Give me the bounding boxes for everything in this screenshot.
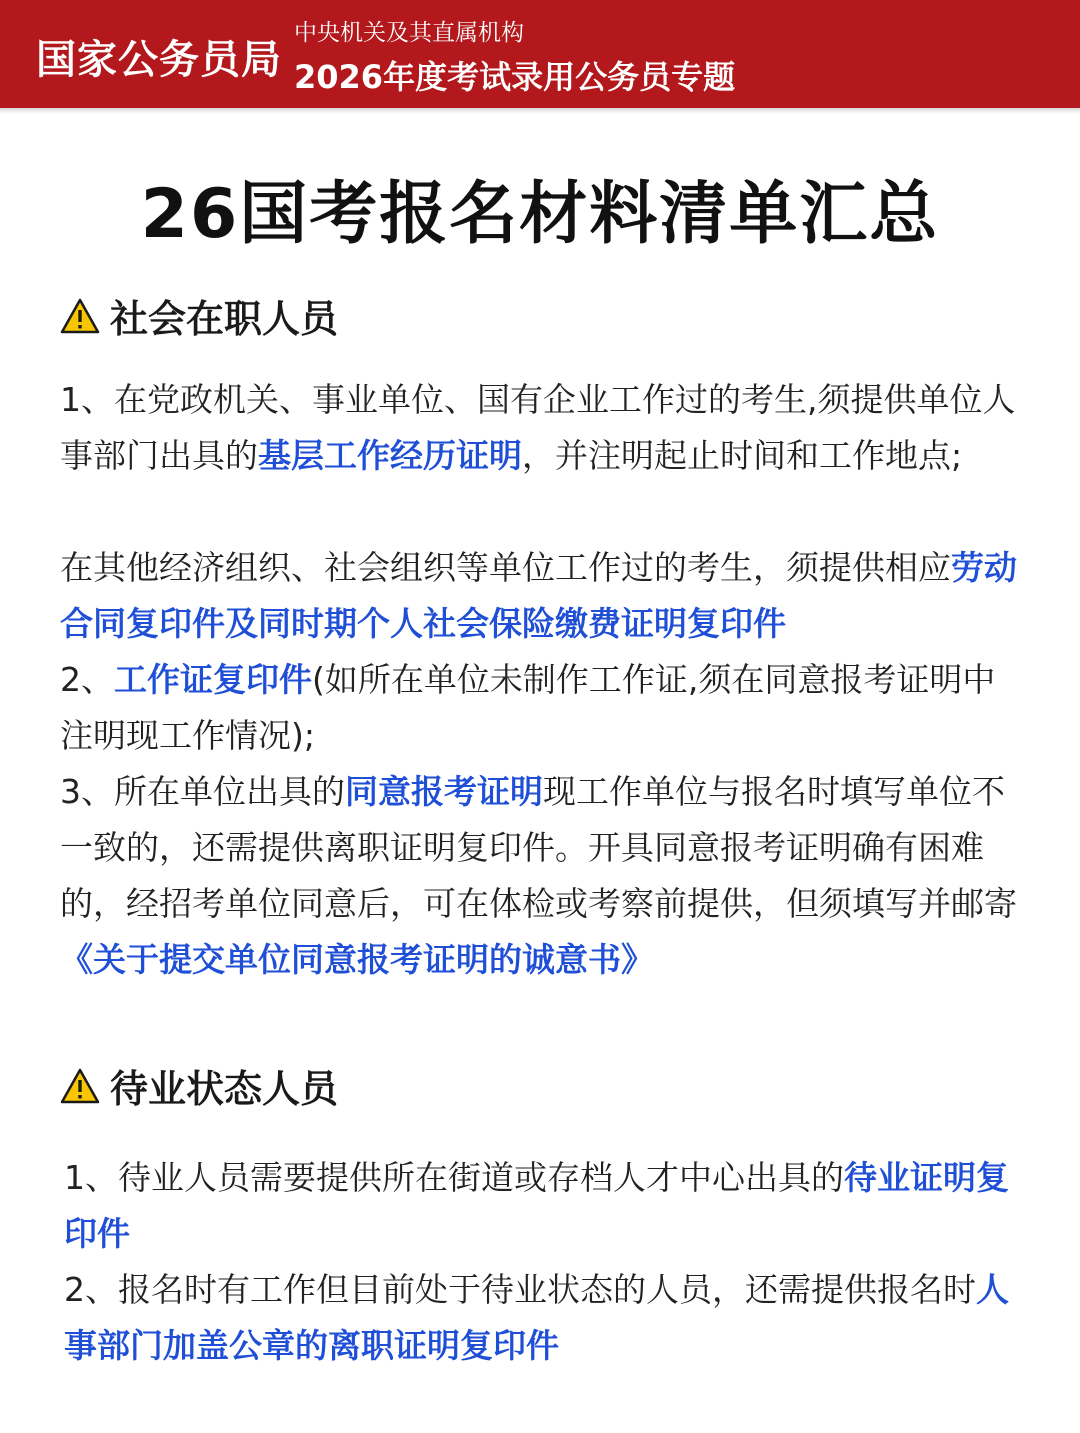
paragraph-employed-2	[60, 540, 1020, 652]
section-heading-unemployed	[60, 1058, 338, 1113]
warning-icon	[60, 298, 100, 334]
warning-icon	[60, 1068, 100, 1104]
page-title: 26国考报名材料清单汇总	[140, 175, 940, 254]
paragraph-employed-3	[60, 652, 1020, 764]
highlight-segment: 《关于提交单位同意报考证明的诚意书》	[60, 940, 654, 979]
highlight-segment: 人事部门加盖公章的离职证明复印件	[64, 1270, 1009, 1365]
text-segment: 2、报名时有工作但目前处于待业状态的人员，还需提供报名时	[64, 1270, 976, 1309]
text-segment: 3、所在单位出具的	[60, 772, 345, 811]
highlight-segment: 同意报考证明	[345, 772, 543, 811]
banner-subtitle-top: 中央机关及其直属机构	[294, 20, 524, 46]
section-title: 社会在职人员	[110, 297, 339, 341]
text-segment: 现工作单位与报名时填写单位不一致的，还需提供离职证明复印件。开具同意报考证明确有困难的，经招考单位同意后，可在体检或考察前提供，但须填写并邮寄	[60, 772, 1017, 923]
section-title: 待业状态人员	[110, 1067, 339, 1111]
highlight-segment: 劳动合同复印件及同时期个人社会保险缴费证明复印件	[60, 548, 1017, 643]
highlight-segment: 工作证复印件	[114, 660, 312, 699]
text-segment: 2、	[60, 660, 114, 699]
text-segment: ，并注明起止时间和工作地点;	[522, 436, 963, 475]
banner-subtitle-main: 2026年度考试录用公务员专题	[294, 58, 736, 96]
paragraph-unemployed-2	[64, 1262, 1024, 1374]
text-segment: 1、在党政机关、事业单位、国有企业工作过的考生,须提供单位人事部门出具的	[60, 380, 1016, 475]
paragraph-employed-1	[60, 372, 1020, 484]
banner-divider	[0, 108, 1080, 114]
highlight-segment: 基层工作经历证明	[258, 436, 522, 475]
brand-name: 国家公务员局	[36, 37, 282, 83]
paragraph-unemployed-1	[64, 1150, 1024, 1262]
highlight-segment: 待业证明复印件	[64, 1158, 1009, 1253]
text-segment: 1、待业人员需要提供所在街道或存档人才中心出具的	[64, 1158, 844, 1197]
text-segment: (如所在单位未制作工作证,须在同意报考证明中注明现工作情况);	[60, 660, 996, 755]
paragraph-employed-4	[60, 764, 1020, 988]
text-segment: 在其他经济组织、社会组织等单位工作过的考生，须提供相应	[60, 548, 951, 587]
section-heading-employed	[60, 288, 338, 343]
